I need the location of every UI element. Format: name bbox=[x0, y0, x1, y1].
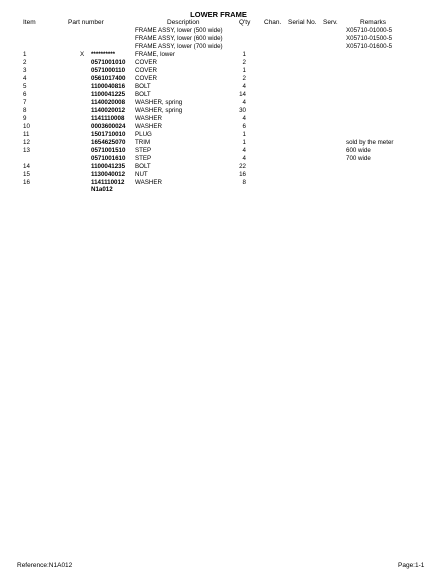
row-qty: 16 bbox=[239, 171, 246, 178]
row-part-number: 1141110012 bbox=[91, 179, 125, 186]
row-qty: 2 bbox=[242, 59, 246, 66]
table-row bbox=[0, 35, 437, 43]
table-row bbox=[0, 171, 437, 179]
table-row bbox=[0, 43, 437, 51]
table-row bbox=[0, 27, 437, 35]
row-item: 16 bbox=[23, 179, 30, 186]
row-description: BOLT bbox=[135, 91, 151, 98]
row-item: 4 bbox=[23, 75, 27, 82]
row-item: 2 bbox=[23, 59, 27, 66]
row-item: 15 bbox=[23, 171, 30, 178]
row-part-number: 1100040816 bbox=[91, 83, 126, 90]
row-description: COVER bbox=[135, 59, 158, 66]
row-part-number: 1141110008 bbox=[91, 115, 125, 122]
row-description: BOLT bbox=[135, 83, 151, 90]
table-row bbox=[0, 51, 437, 59]
header-description: Description bbox=[167, 19, 200, 26]
row-item: 6 bbox=[23, 91, 27, 98]
table-row bbox=[0, 123, 437, 131]
table-row bbox=[0, 59, 437, 67]
row-x-mark: X bbox=[80, 51, 85, 58]
row-item: 8 bbox=[23, 107, 27, 114]
row-part-number: 0561017400 bbox=[91, 75, 126, 82]
row-part-number: 0571001510 bbox=[91, 147, 126, 154]
row-part-number: 1130040012 bbox=[91, 171, 126, 178]
row-part-number: 1501710010 bbox=[91, 131, 126, 138]
row-description: PLUG bbox=[135, 131, 152, 138]
row-part-number: 0571001010 bbox=[91, 59, 126, 66]
table-row bbox=[0, 83, 437, 91]
row-description: FRAME ASSY, lower (700 wide) bbox=[135, 43, 223, 50]
row-part-number: N1a012 bbox=[91, 186, 113, 193]
header-chan: Chan. bbox=[264, 19, 282, 26]
row-description: TRIM bbox=[135, 139, 151, 146]
header-remarks: Remarks bbox=[360, 19, 387, 26]
row-description: FRAME, lower bbox=[135, 51, 175, 58]
row-qty: 30 bbox=[239, 107, 246, 114]
row-remarks: sold by the meter bbox=[346, 139, 394, 146]
row-remarks: 600 wide bbox=[346, 147, 371, 154]
row-qty: 8 bbox=[242, 179, 246, 186]
table-row bbox=[0, 75, 437, 83]
row-description: WASHER bbox=[135, 179, 162, 186]
row-qty: 22 bbox=[239, 163, 246, 170]
header-qty: Q'ty bbox=[239, 19, 251, 26]
table-row bbox=[0, 155, 437, 163]
row-qty: 4 bbox=[242, 83, 246, 90]
header-item: Item bbox=[23, 19, 36, 26]
table-row bbox=[0, 131, 437, 139]
row-item: 9 bbox=[23, 115, 27, 122]
row-description: BOLT bbox=[135, 163, 151, 170]
table-row bbox=[0, 147, 437, 155]
row-qty: 4 bbox=[242, 115, 246, 122]
row-part-number: ********** bbox=[91, 51, 116, 58]
row-part-number: 1100041225 bbox=[91, 91, 126, 98]
row-description: WASHER bbox=[135, 115, 162, 122]
footer-page-number: Page:1-1 bbox=[398, 562, 425, 569]
row-part-number: 0003600024 bbox=[91, 123, 126, 130]
header-serial-no: Serial No. bbox=[288, 19, 317, 26]
footer-reference: Reference:N1A012 bbox=[17, 562, 73, 569]
row-qty: 2 bbox=[242, 75, 246, 82]
page-title: LOWER FRAME bbox=[190, 10, 247, 19]
row-qty: 1 bbox=[242, 131, 246, 138]
row-item: 5 bbox=[23, 83, 27, 90]
row-description: NUT bbox=[135, 171, 148, 178]
table-row bbox=[0, 99, 437, 107]
table-row bbox=[0, 91, 437, 99]
row-part-number: 0571000110 bbox=[91, 67, 126, 74]
row-description: COVER bbox=[135, 67, 158, 74]
row-part-number: 1654625070 bbox=[91, 139, 126, 146]
row-remarks: X05710-01000-5 bbox=[346, 27, 393, 34]
row-remarks: 700 wide bbox=[346, 155, 371, 162]
row-qty: 4 bbox=[242, 155, 246, 162]
row-part-number: 1140020008 bbox=[91, 99, 126, 106]
row-qty: 1 bbox=[242, 67, 246, 74]
table-row bbox=[0, 139, 437, 147]
row-description: WASHER, spring bbox=[135, 107, 183, 114]
row-item: 13 bbox=[23, 147, 30, 154]
row-item: 12 bbox=[23, 139, 30, 146]
table-row bbox=[0, 107, 437, 115]
table-row bbox=[0, 67, 437, 75]
row-qty: 4 bbox=[242, 99, 246, 106]
row-description: WASHER, spring bbox=[135, 99, 183, 106]
row-description: STEP bbox=[135, 155, 152, 162]
row-part-number: 1100041235 bbox=[91, 163, 126, 170]
table-row bbox=[0, 115, 437, 123]
row-item: 1 bbox=[23, 51, 27, 58]
row-part-number: 1140020012 bbox=[91, 107, 126, 114]
row-description: COVER bbox=[135, 75, 158, 82]
row-description: FRAME ASSY, lower (500 wide) bbox=[135, 27, 223, 34]
row-remarks: X05710-01600-5 bbox=[346, 43, 393, 50]
header-serv: Serv. bbox=[323, 19, 338, 26]
table-row bbox=[0, 186, 437, 194]
row-item: 14 bbox=[23, 163, 30, 170]
row-qty: 1 bbox=[242, 51, 246, 58]
row-item: 3 bbox=[23, 67, 27, 74]
row-qty: 4 bbox=[242, 147, 246, 154]
row-part-number: 0571001610 bbox=[91, 155, 126, 162]
row-description: STEP bbox=[135, 147, 152, 154]
row-remarks: X05710-01500-5 bbox=[346, 35, 393, 42]
table-row bbox=[0, 163, 437, 171]
row-item: 10 bbox=[23, 123, 30, 130]
row-description: FRAME ASSY, lower (600 wide) bbox=[135, 35, 223, 42]
row-qty: 14 bbox=[239, 91, 246, 98]
row-item: 11 bbox=[23, 131, 30, 138]
row-qty: 1 bbox=[242, 139, 246, 146]
row-qty: 6 bbox=[242, 123, 246, 130]
row-description: WASHER bbox=[135, 123, 162, 130]
row-item: 7 bbox=[23, 99, 27, 106]
header-part-number: Part number bbox=[68, 19, 104, 26]
